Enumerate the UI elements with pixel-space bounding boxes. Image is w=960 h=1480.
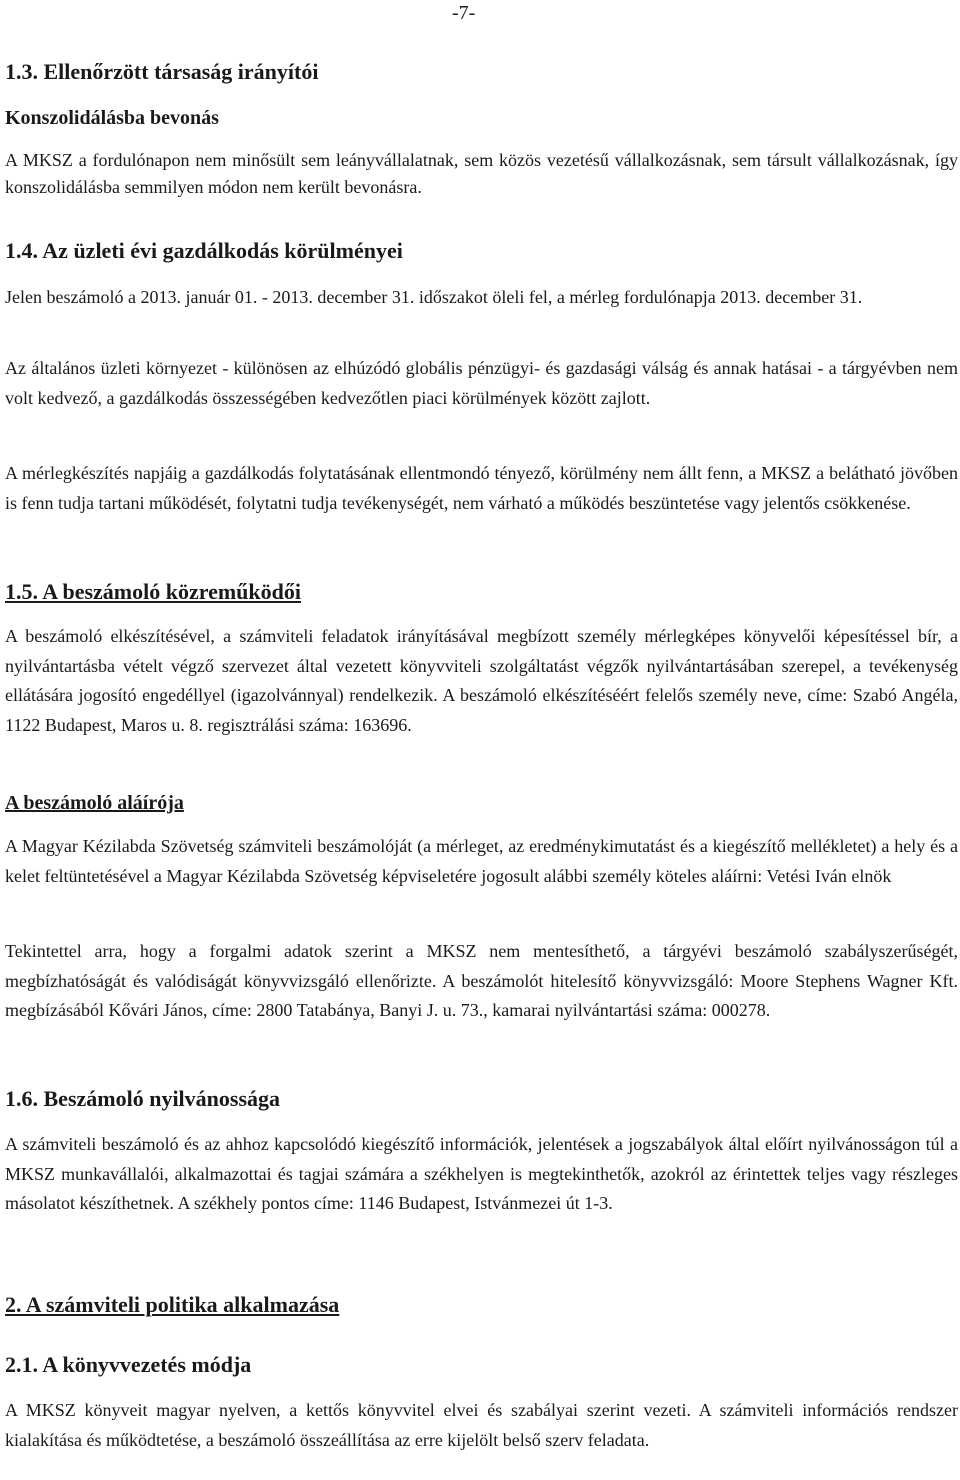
bookkeeping-paragraph: A MKSZ könyveit magyar nyelven, a kettős könyvvitel elvei és szabályai szerint vezeti. A számviteli információs rendszer kialakítása és működtetése, a beszámoló összeállítása az erre kijelölt belső szerv feladata. [5,1400,958,1450]
section-2-1-heading: 2.1. A könyvvezetés módja [5,1352,252,1377]
signatory-paragraph: A Magyar Kézilabda Szövetség számviteli beszámolóját (a mérleget, az eredménykimutatást és a kiegészítő mellékletet) a hely és a kelet feltüntetésével a Magyar Kézilabda Szövetség képviseletére jogosult alábbi személy köteles aláírni: Vetési Iván elnök [5,836,958,886]
business-environment-paragraph: Az általános üzleti környezet - különösen az elhúzódó globális pénzügyi- és gazdasági válság és annak hatásai - a tárgyévben nem volt kedvező, a gazdálkodás összességében kedvezőtlen piaci körülmények között zajlott. [5,358,958,408]
consolidation-paragraph: A MKSZ a fordulónapon nem minősült sem leányvállalatnak, sem közös vezetésű vállalkozásnak, sem társult vállalkozásnak, így konszolidálásba semmilyen módon nem került bevonásra. [5,150,958,197]
preparer-paragraph: A beszámoló elkészítésével, a számviteli feladatok irányításával megbízott személy mérlegképes könyvelői képesítéssel bír, a nyilvántartásba vételt végző szervezet által vezetett könyvviteli szolgáltatást végzők nyilvántartásában szerepel, a tevékenység ellátására jogosító engedéllyel (igazolvánnyal) rendelkezik. A beszámoló elkészítéséért felelős személy neve, címe: Szabó Angéla, 1122 Budapest, Maros u. 8. regisztrálási száma: 163696. [5,626,958,735]
going-concern-paragraph: A mérlegkészítés napjáig a gazdálkodás folytatásának ellentmondó tényező, körülmény nem állt fenn, a MKSZ a belátható jövőben is fenn tudja tartani működését, folytatni tudja tevékenységét, nem várható a működés beszüntetése vagy jelentős csökkenése. [5,463,958,513]
page-number: -7- [452,2,476,24]
period-paragraph: Jelen beszámoló a 2013. január 01. - 2013. december 31. időszakot öleli fel, a mérleg fordulónapja 2013. december 31. [5,287,863,307]
auditor-paragraph: Tekintettel arra, hogy a forgalmi adatok szerint a MKSZ nem mentesíthető, a tárgyévi beszámoló szabályszerűségét, megbízhatóságát és valódiságát könyvvizsgáló ellenőrizte. A beszámolót hitelesítő könyvvizsgáló: Moore Stephens Wagner Kft. megbízásából Kővári János, címe: 2800 Tatabánya, Banyi J. u. 73., kamarai nyilvántartási száma: 000278. [5,941,958,1020]
section-1-6-heading: 1.6. Beszámoló nyilvánossága [5,1086,281,1111]
signatory-heading: A beszámoló aláírója [5,792,184,814]
section-1-3-heading: 1.3. Ellenőrzött társaság irányítói [5,59,319,84]
publicity-paragraph: A számviteli beszámoló és az ahhoz kapcsolódó kiegészítő információk, jelentések a jogszabályok által előírt nyilvánosságon túl a MKSZ munkavállalói, alkalmazottai és tagjai számára a székhelyen is megtekinthetők, azokról az érintettek teljes vagy részleges másolatot készíthetnek. A székhely pontos címe: 1146 Budapest, Istvánmezei út 1-3. [5,1134,958,1213]
section-2-heading: 2. A számviteli politika alkalmazása [5,1292,340,1317]
section-1-5-heading: 1.5. A beszámoló közreműködői [5,579,302,604]
section-1-4-heading: 1.4. Az üzleti évi gazdálkodás körülményei [5,238,403,263]
consolidation-heading: Konszolidálásba bevonás [5,107,219,129]
